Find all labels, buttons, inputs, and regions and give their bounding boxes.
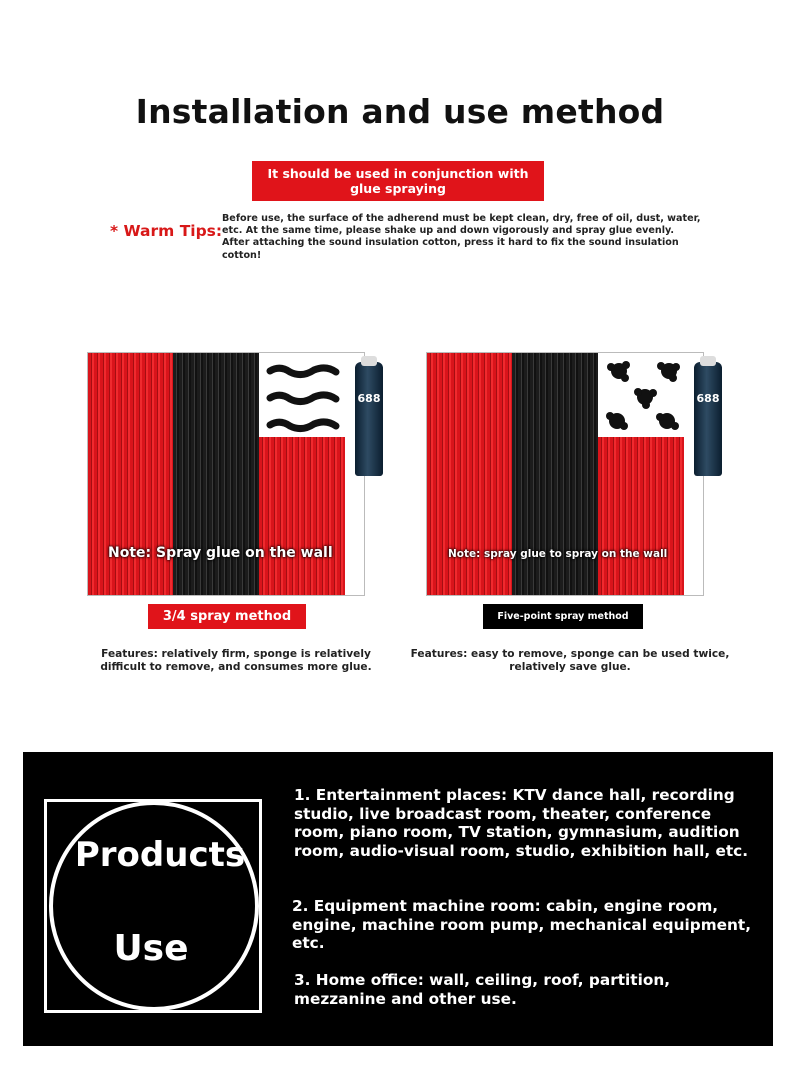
warm-tips-text: Before use, the surface of the adherend must be kept clean, dry, free of oil, dust, water, etc. At the same time, please shake up and down vigorously and spray glue evenly. After attaching the sound insulation cotton, press it hard to fix the sound insulation cotton! xyxy=(222,213,701,261)
five-point-method-label: Five-point spray method xyxy=(483,604,643,629)
use-item-entertainment: 1. Entertainment places: KTV dance hall, recording studio, live broadcast room, theater, conference room, piano room, TV station, gymnasium, audition room, audio-visual room, studio, exhibition hall, etc. xyxy=(294,786,749,860)
spray-can-icon xyxy=(355,362,383,476)
glue-stripes-icon xyxy=(266,361,346,436)
warm-tips-label: * Warm Tips: xyxy=(110,222,223,240)
use-item-equipment: 2. Equipment machine room: cabin, engine room, engine, machine room pump, mechanical equipment, etc. xyxy=(292,897,752,952)
right-features-text: Features: easy to remove, sponge can be used twice, relatively save glue. xyxy=(410,648,730,673)
spray-can-label: 688 xyxy=(696,392,720,405)
left-features-text: Features: relatively firm, sponge is relatively difficult to remove, and consumes more glue. xyxy=(100,648,372,673)
use-item-home-office: 3. Home office: wall, ceiling, roof, partition, mezzanine and other use. xyxy=(294,971,671,1008)
products-use-circle xyxy=(49,801,259,1011)
spray-can-icon xyxy=(694,362,722,476)
products-use-title-line2: Use xyxy=(113,928,189,969)
right-note: Note: spray glue to spray on the wall xyxy=(448,548,668,560)
products-use-title-line1: Products xyxy=(74,835,246,875)
left-note: Note: Spray glue on the wall xyxy=(108,545,333,561)
page-title: Installation and use method xyxy=(135,92,665,131)
spray-can-label: 688 xyxy=(357,392,381,405)
glue-spray-banner: It should be used in conjunction with glue spraying xyxy=(252,161,544,201)
red-foam-panel xyxy=(598,437,684,596)
three-quarter-method-label: 3/4 spray method xyxy=(148,604,306,629)
red-foam-panel xyxy=(259,437,345,596)
glue-dots-icon xyxy=(599,357,685,437)
